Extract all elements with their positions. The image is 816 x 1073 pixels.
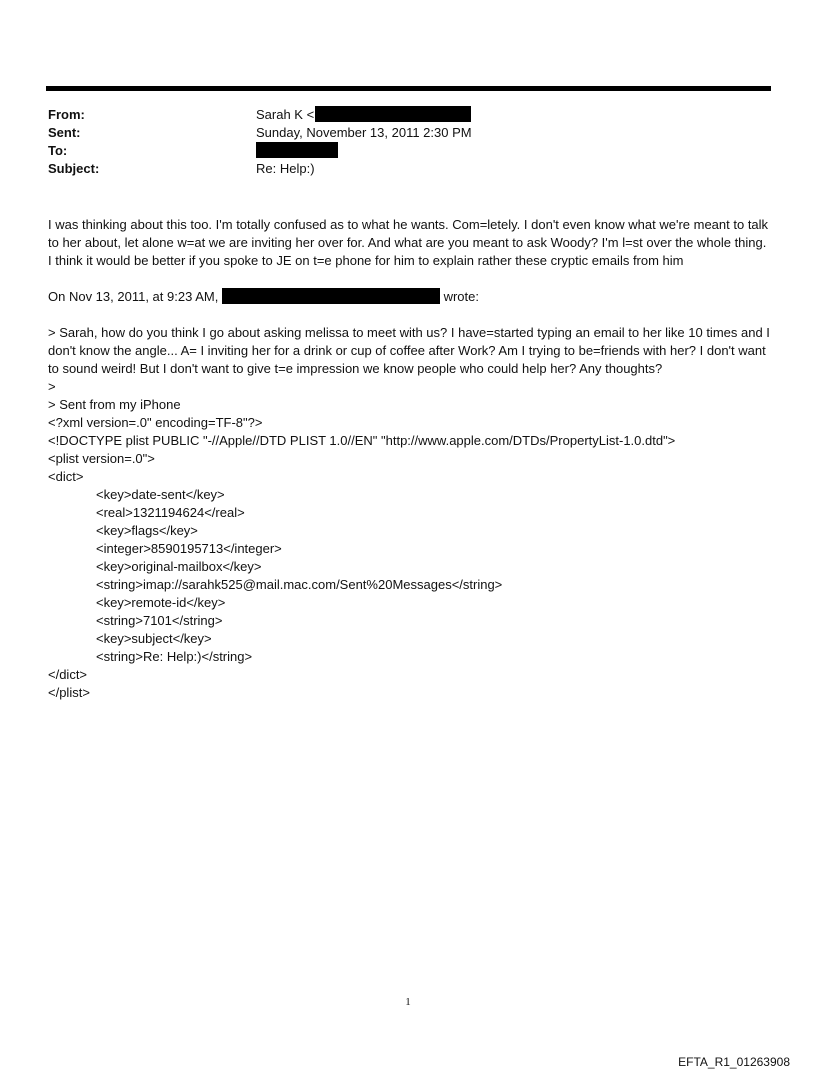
email-header [48,106,748,178]
page-number: 1 [405,996,411,1008]
dict-line: <string>Re: Help:)</string> [96,649,253,664]
quote-blank-line: > [48,379,56,394]
to-row [48,142,748,160]
dict-line: <real>1321194624</real> [96,505,245,520]
reply-paragraph: I was thinking about this too. I'm totally confused as to what he wants. Com=letely. I don't even know what we're meant to talk to her about, let alone w=at we are inviting her over for. And what are you meant to ask Woody? I'm l=st over the whole thing. I think it would be better if you spoke to JE on t=e phone for him to explain rather these cryptic emails from him [48,217,769,268]
redaction-sender [222,288,440,304]
to-label: To: [48,143,68,158]
wrote-prefix: On Nov 13, 2011, at 9:23 AM, [48,289,219,304]
sent-from-line: > Sent from my iPhone [48,397,181,412]
sent-label: Sent: [48,125,81,140]
xml-declaration: <?xml version=.0" encoding=TF-8"?> [48,415,263,430]
dict-line: <key>flags</key> [96,523,198,538]
header-rule [46,86,771,91]
dict-line: <key>remote-id</key> [96,595,226,610]
from-label: From: [48,107,85,122]
dict-line: <integer>8590195713</integer> [96,541,282,556]
redaction-from [315,106,471,122]
from-row [48,106,748,124]
dict-line: <string>7101</string> [96,613,223,628]
dict-line: <string>imap://sarahk525@mail.mac.com/Sent%20Messages</string> [96,577,503,592]
dict-open: <dict> [48,469,84,484]
subject-label: Subject: [48,161,100,176]
dict-line: <key>original-mailbox</key> [96,559,262,574]
quote-attribution [48,288,772,306]
email-body [48,216,772,702]
redaction-to [256,142,338,158]
doctype-line: <!DOCTYPE plist PUBLIC "-//Apple//DTD PLIST 1.0//EN" "http://www.apple.com/DTDs/PropertyList-1.0.dtd"> [48,433,676,448]
dict-close: </dict> [48,667,88,682]
document-id: EFTA_R1_01263908 [678,1055,790,1069]
dict-line: <key>subject</key> [96,631,212,646]
sent-value: Sunday, November 13, 2011 2:30 PM [256,125,472,140]
plist-close: </plist> [48,685,90,700]
from-value: Sarah K < [256,107,315,122]
sent-row [48,124,748,142]
subject-row [48,160,748,178]
wrote-suffix: wrote: [443,289,479,304]
dict-line: <key>date-sent</key> [96,487,225,502]
plist-open: <plist version=.0"> [48,451,155,466]
subject-value: Re: Help:) [256,161,315,176]
quoted-message: > Sarah, how do you think I go about asking melissa to meet with us? I have=started typing an email to her like 10 times and I don't know the angle... A= I inviting her for a drink or cup of coffee after Work? Am I trying to be=friends with her? I don't want to sound weird! But I don't want to give t=e impression we know people who could help her? Any thoughts? [48,325,770,376]
